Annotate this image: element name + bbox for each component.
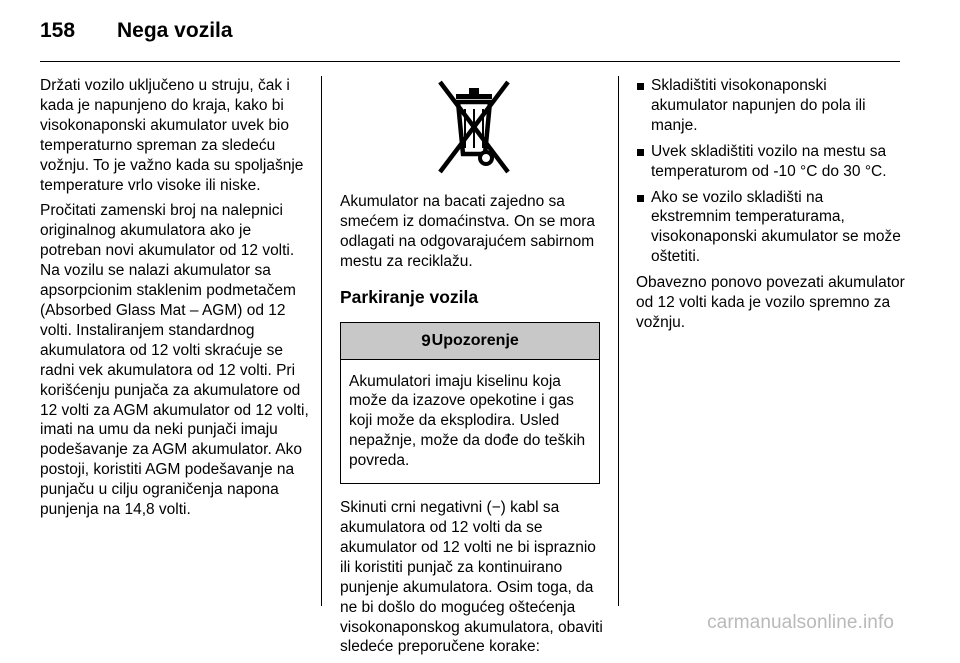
page-title: Nega vozila bbox=[117, 19, 233, 42]
page-header bbox=[40, 16, 233, 46]
paragraph-agm-battery: Pročitati zamenski broj na nalepnici originalnog akumulatora ako je potreban novi akumulator od 12 volti. Na vozilu se nalazi akumulator sa apsorpcionim staklenim podmetačem (Absorbed Glass Mat – AGM) od 12 volti. Instaliranjem standardnog akumulatora od 12 volti skraćuje se radni vek akumulatora od 12 volti. Pri korišćenju punjača za akumulatore od 12 volti za AGM akumulator od 12 volti, imati na umu da neki punjači imaju podešavanje za AGM akumulator. Ako postoji, koristiti AGM podešavanje na punjaču u cilju ograničenja napona punjenja na 14,8 volti. bbox=[40, 202, 309, 519]
bullet-square-icon bbox=[637, 195, 644, 202]
paragraph-reconnect: Obavezno ponovo povezati akumulator od 12 volti kada je vozilo spremno za vožnju. bbox=[636, 274, 905, 331]
list-item-text: Uvek skladištiti vozilo na mestu sa temperaturom od -10 °C do 30 °C. bbox=[651, 142, 887, 180]
section-heading-parking: Parkiranje vozila bbox=[340, 286, 479, 307]
warning-body: Akumulatori imaju kiselinu koja može da izazove opekotine i gas koji može da eksplodira. Usled nepažnje, može da dođe do teških povreda. bbox=[349, 372, 586, 470]
column-1 bbox=[40, 76, 312, 526]
list-item-text: Skladištiti visokonaponski akumulator napunjen do pola ili manje. bbox=[651, 77, 866, 134]
list-item bbox=[636, 188, 906, 268]
disposal-caption: Akumulator na bacati zajedno sa smećem iz domaćinstva. On se mora odlagati na odgovarajućem sabirnom mestu za reciklažu. bbox=[340, 193, 595, 270]
storage-bullet-list bbox=[636, 76, 906, 267]
column-divider-left bbox=[321, 76, 322, 606]
warning-symbol: 9 bbox=[421, 330, 431, 350]
column-divider-right bbox=[618, 76, 619, 606]
list-item bbox=[636, 142, 906, 182]
column-3 bbox=[636, 76, 906, 339]
list-item bbox=[636, 76, 906, 136]
header-rule bbox=[40, 61, 900, 62]
bullet-square-icon bbox=[637, 149, 644, 156]
list-item-text: Ako se vozilo skladišti na ekstremnim temperaturama, visokonaponski akumulator se može oštetiti. bbox=[651, 188, 901, 266]
warning-header bbox=[341, 323, 599, 360]
page-number: 158 bbox=[40, 19, 76, 42]
bullet-square-icon bbox=[637, 83, 644, 90]
warning-box bbox=[340, 322, 600, 485]
paragraph-disconnect-cable: Skinuti crni negativni (−) kabl sa akumulatora od 12 volti da se akumulator od 12 volti ne bi ispraznio ili koristiti punjač za kontinuirano punjenje akumulatora. Osim toga, da ne bi došlo do mogućeg oštećenja visokonaponskog akumulatora, obaviti sledeće preporučene korake: bbox=[340, 499, 603, 656]
warning-title: Upozorenje bbox=[431, 331, 519, 349]
watermark: carmanualsonline.info bbox=[707, 612, 894, 633]
column-2 bbox=[340, 76, 608, 663]
crossed-out-wheelie-bin-icon bbox=[432, 76, 516, 180]
paragraph-charging: Držati vozilo uključeno u struju, čak i kada je napunjeno do kraja, kako bi visokonaponski akumulator uvek bio temperaturno spreman za sledeću vožnju. To je važno kada su spoljašnje temperature vrlo visoke ili niske. bbox=[40, 77, 304, 194]
disposal-figure bbox=[340, 76, 608, 180]
